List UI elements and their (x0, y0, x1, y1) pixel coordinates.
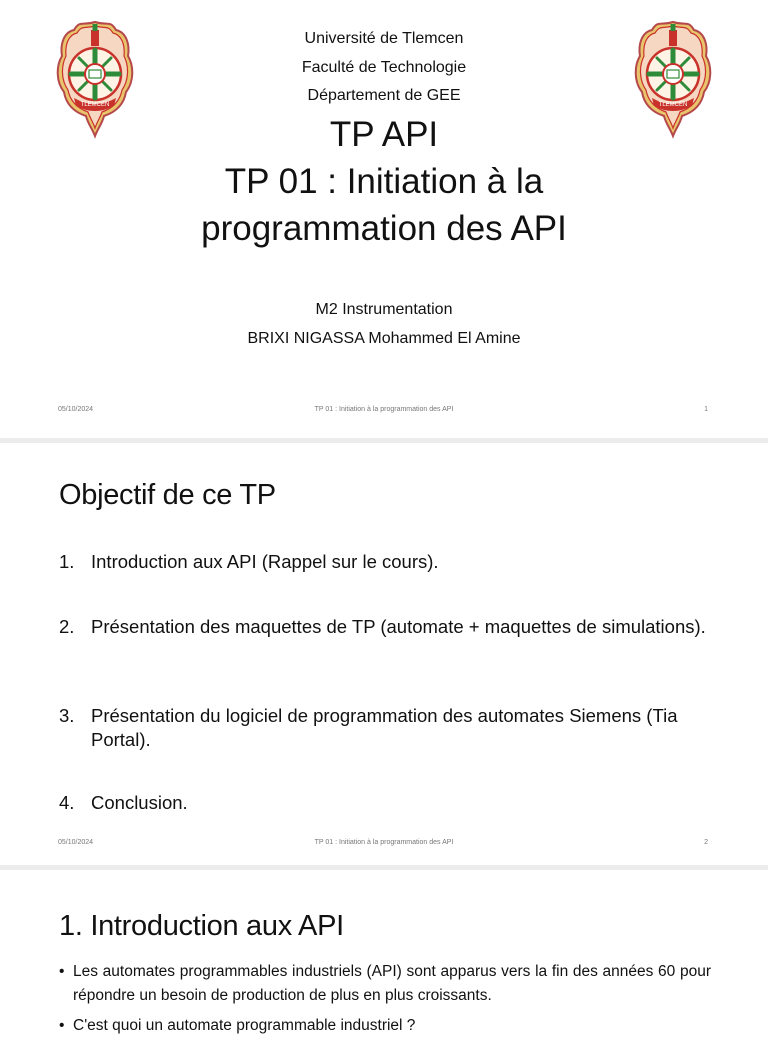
slide-1 (0, 0, 768, 440)
university-name: Université de Tlemcen (304, 30, 464, 47)
list-number: 3. (59, 705, 75, 726)
logo-text: TLEMCEN (658, 102, 688, 108)
list-text: Introduction aux API (Rappel sur le cours). (91, 551, 439, 572)
author-name: BRIXI NIGASSA Mohammed El Amine (247, 330, 521, 347)
slide-3 (0, 870, 768, 1034)
bullet-text: C'est quoi un automate programmable industriel ? (73, 1017, 416, 1034)
list-number: 1. (59, 551, 75, 572)
footer-page-number: 1 (704, 406, 708, 413)
title-line-2: TP 01 : Initiation à la (224, 162, 544, 201)
list-text: Conclusion. (91, 792, 188, 813)
title-line-1: TP API (329, 115, 439, 154)
footer-page-number: 2 (704, 839, 708, 846)
footer-title: TP 01 : Initiation à la programmation des API (314, 839, 454, 846)
course-level: M2 Instrumentation (315, 301, 453, 318)
list-text: Présentation des maquettes de TP (automate + maquettes de simulations). (91, 616, 706, 637)
bullet-symbol: • (59, 963, 65, 980)
footer-date: 05/10/2024 (58, 839, 94, 846)
list-text: Présentation du logiciel de programmation des automates Siemens (Tia Portal). (91, 705, 678, 750)
list-number: 4. (59, 792, 75, 813)
faculty-name: Faculté de Technologie (301, 59, 467, 76)
title-line-3: programmation des API (201, 209, 567, 248)
department-name: Département de GEE (307, 87, 461, 104)
footer-date: 05/10/2024 (58, 406, 94, 413)
slide-heading: Objectif de ce TP (59, 479, 276, 511)
logo-text: TLEMCEN (80, 102, 110, 108)
slide-heading: 1. Introduction aux API (59, 910, 344, 942)
list-number: 2. (59, 616, 75, 637)
footer-title: TP 01 : Initiation à la programmation des API (314, 406, 454, 413)
bullet-symbol: • (59, 1017, 65, 1034)
bullet-text: Les automates programmables industriels (API) sont apparus vers la fin des années 60 pour répondre un besoin de production de plus en plus croissants. (73, 963, 711, 1004)
slide-2 (0, 443, 768, 867)
